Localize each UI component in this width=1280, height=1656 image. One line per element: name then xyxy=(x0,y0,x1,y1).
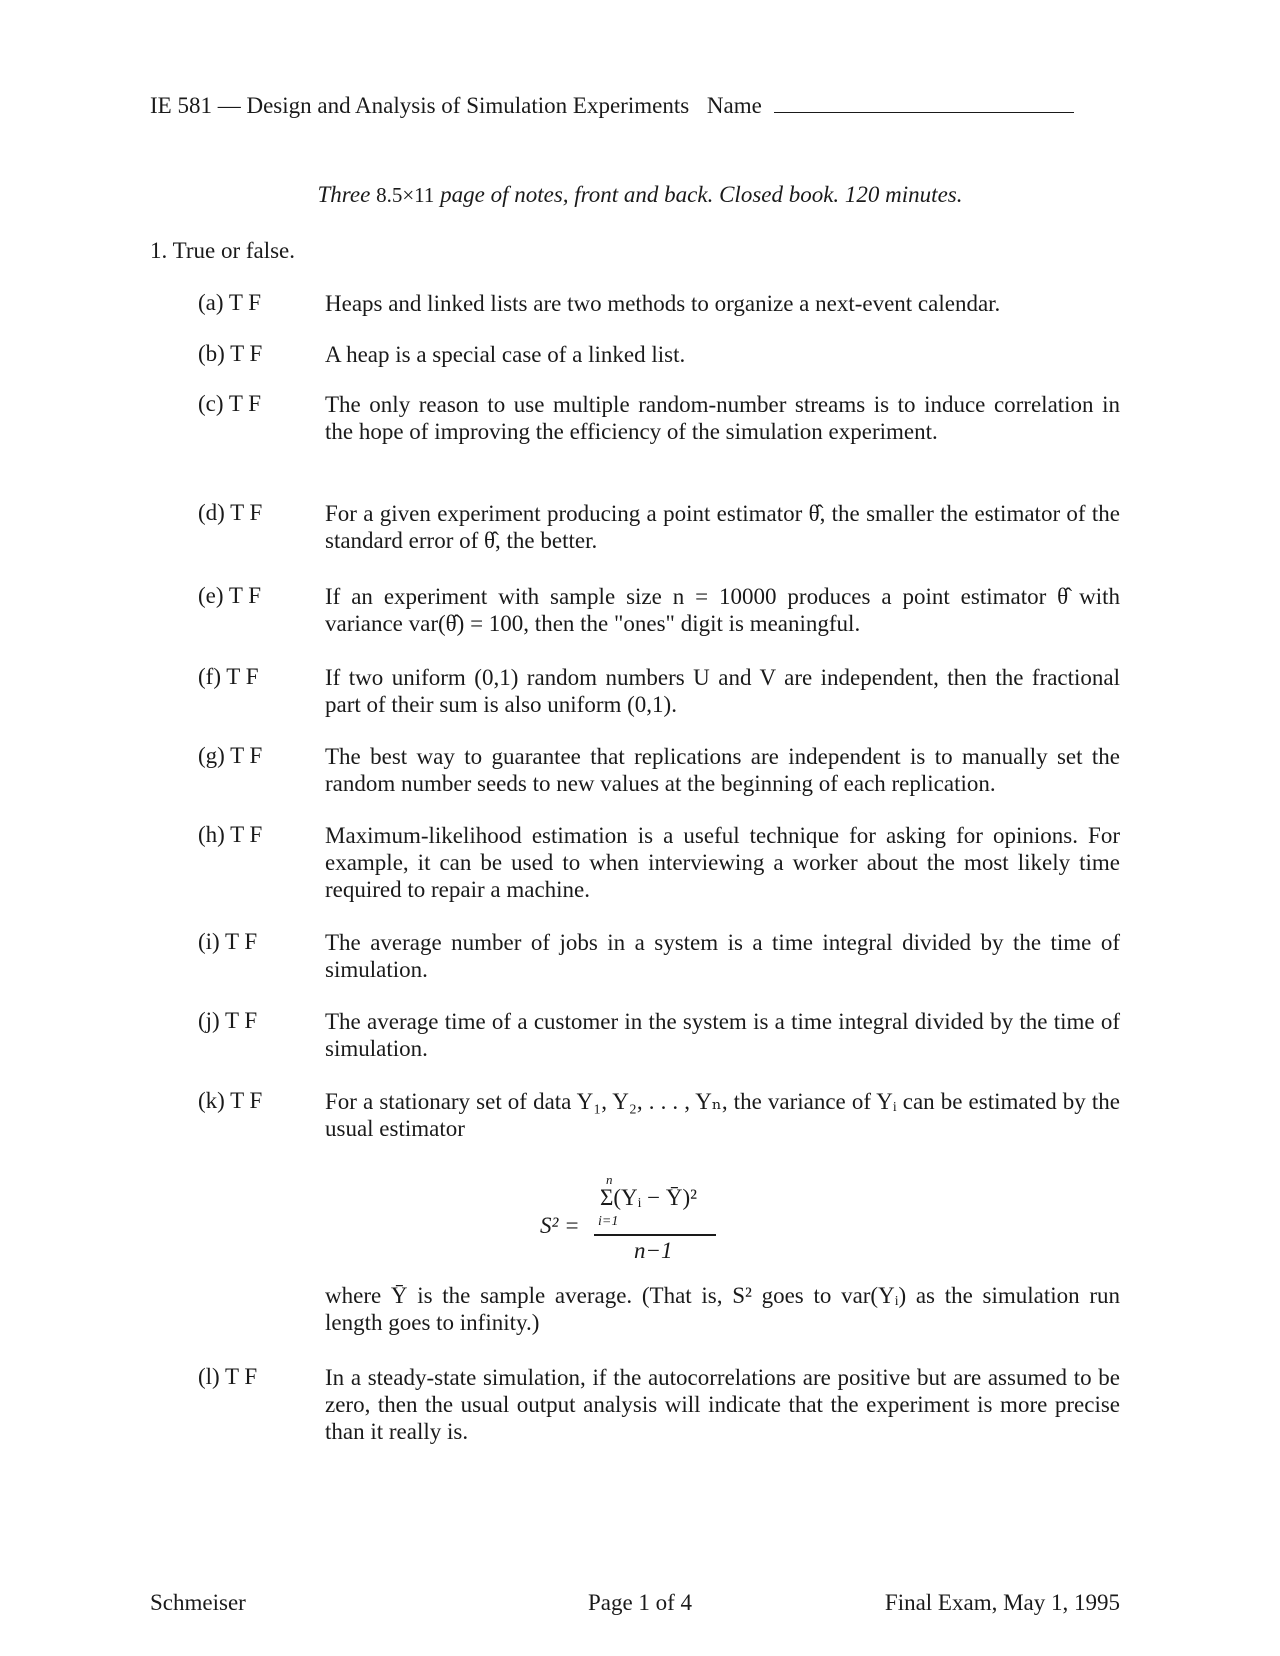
item-label[interactable]: (j) T F xyxy=(198,1008,258,1033)
item-label[interactable]: (e) T F xyxy=(198,583,262,608)
footer-author: Schmeiser xyxy=(150,1590,246,1615)
item-text: The average time of a customer in the system is a time integral divided by the time of simulation. xyxy=(325,1009,1120,1061)
item-label[interactable]: (i) T F xyxy=(198,929,258,954)
item-label[interactable]: (f) T F xyxy=(198,664,259,689)
item-text: The only reason to use multiple random-number streams is to induce correlation in the hope of improving the efficiency of the simulation experiment. xyxy=(325,392,1120,444)
formula-denominator: n−1 xyxy=(634,1238,673,1263)
formula-numerator: Σ(Yᵢ − Ȳ)² xyxy=(600,1185,698,1210)
item-label[interactable]: (k) T F xyxy=(198,1088,263,1113)
item-text: Heaps and linked lists are two methods to organize a next-event calendar. xyxy=(325,291,1001,316)
item-label[interactable]: (a) T F xyxy=(198,290,262,315)
item-text: A heap is a special case of a linked list. xyxy=(325,342,686,367)
item-text: The best way to guarantee that replications are independent is to manually set the random number seeds to new values at the beginning of each replication. xyxy=(325,744,1120,796)
item-label[interactable]: (c) T F xyxy=(198,391,262,416)
item-label[interactable]: (g) T F xyxy=(198,743,263,768)
footer-exam-date: Final Exam, May 1, 1995 xyxy=(884,1590,1120,1615)
name-blank-line[interactable] xyxy=(774,92,1074,113)
item-k-followup-text: where Ȳ is the sample average. (That is, S² goes to var(Yᵢ) as the simulation run length goes to infinity.) xyxy=(325,1283,1120,1335)
item-label[interactable]: (l) T F xyxy=(198,1364,258,1389)
course-title: IE 581 — Design and Analysis of Simulation Experiments xyxy=(150,93,690,118)
footer-page-number: Page 1 of 4 xyxy=(587,1590,693,1615)
fraction-bar xyxy=(594,1234,716,1236)
instructions-part2: page of notes, front and back. Closed book. 120 minutes. xyxy=(440,182,963,207)
formula-lhs: S² = xyxy=(540,1213,580,1238)
variance-formula xyxy=(540,1170,730,1263)
exam-instructions xyxy=(0,182,1280,208)
item-text: The average number of jobs in a system is a time integral divided by the time of simulation. xyxy=(325,930,1120,982)
item-label[interactable]: (d) T F xyxy=(198,500,263,525)
item-label[interactable]: (h) T F xyxy=(198,822,263,847)
item-label[interactable]: (b) T F xyxy=(198,341,263,366)
item-text: For a stationary set of data Y₁, Y₂, . . . , Yₙ, the variance of Yᵢ can be estimated by the usual estimator xyxy=(325,1089,1120,1141)
question-1-title: 1. True or false. xyxy=(150,238,296,263)
paper-size: 8.5×11 xyxy=(376,183,435,207)
item-text: If an experiment with sample size n = 10000 produces a point estimator θ̂ with variance var(θ̂) = 100, then the "ones" digit is meaningful. xyxy=(325,584,1120,636)
sum-upper-limit: n xyxy=(606,1172,613,1187)
item-text: For a given experiment producing a point estimator θ̂, the smaller the estimator of the standard error of θ̂, the better. xyxy=(325,501,1120,553)
item-text: If two uniform (0,1) random numbers U and V are independent, then the fractional part of their sum is also uniform (0,1). xyxy=(325,665,1120,717)
sum-lower-limit: i=1 xyxy=(598,1214,619,1229)
item-text: In a steady-state simulation, if the autocorrelations are positive but are assumed to be zero, then the usual output analysis will indicate that the experiment is more precise than it really is. xyxy=(325,1365,1120,1444)
instructions-part1: Three xyxy=(317,182,371,207)
page-header xyxy=(150,92,1120,119)
name-label: Name xyxy=(706,93,762,118)
item-text: Maximum-likelihood estimation is a useful technique for asking for opinions. For example, it can be used to when interviewing a worker about the most likely time required to repair a machine. xyxy=(325,823,1120,902)
